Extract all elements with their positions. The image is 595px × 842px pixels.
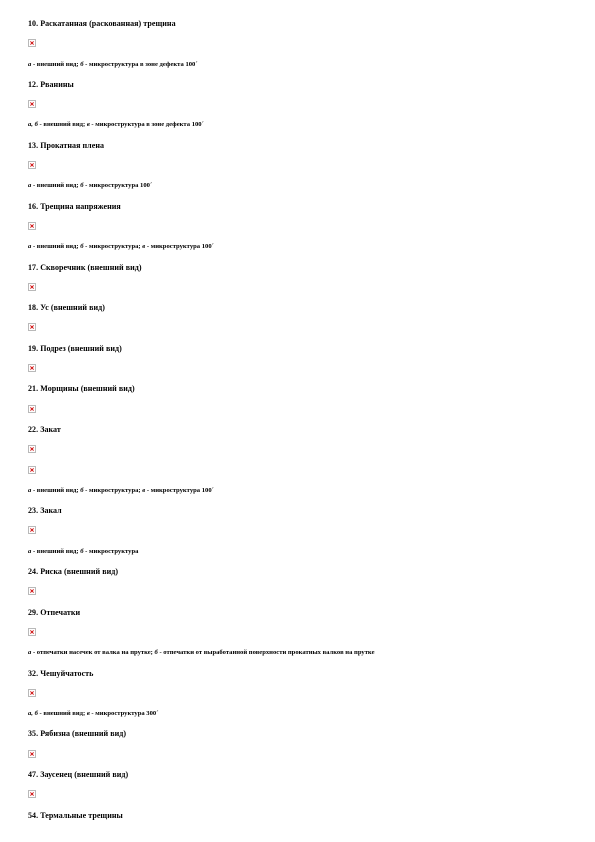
- figure-caption: [28, 55, 568, 75]
- broken-image-icon: [28, 445, 36, 453]
- figure-block: [28, 684, 568, 704]
- figure-block: [28, 95, 568, 115]
- section-heading: 29. Отпечатки: [28, 607, 81, 617]
- broken-image-icon: [28, 161, 36, 169]
- broken-image-icon: [28, 323, 36, 331]
- figure-caption: [28, 704, 568, 724]
- caption-label: а, б: [28, 121, 38, 129]
- broken-image-icon: [28, 790, 36, 798]
- caption-text: - внешний вид;: [31, 182, 81, 190]
- broken-image-icon: [28, 405, 36, 413]
- figure-block: [28, 745, 568, 765]
- figure-block: [28, 623, 568, 643]
- broken-image-icon: [28, 100, 36, 108]
- caption-text: - микроструктура в зоне дефекта 100´: [83, 60, 198, 68]
- figure-block: [28, 318, 568, 338]
- figure-caption: [28, 176, 568, 196]
- caption-text: - отпечатки насечек от валка на прутке;: [31, 649, 155, 657]
- section-heading: 16. Трещина напряжения: [28, 201, 121, 211]
- broken-image-icon: [28, 39, 36, 47]
- figure-block: [28, 785, 568, 805]
- caption-label: б: [80, 547, 84, 555]
- figure-block: [28, 582, 568, 602]
- section-heading: 23. Закал: [28, 506, 62, 516]
- figure-block: [28, 217, 568, 237]
- caption-label: а: [28, 649, 32, 657]
- figure-block: [28, 34, 568, 54]
- broken-image-icon: [28, 283, 36, 291]
- broken-image-icon: [28, 466, 36, 474]
- broken-image-icon: [28, 750, 36, 758]
- document-page: [28, 14, 568, 826]
- caption-text: - микроструктура 100´: [83, 182, 153, 190]
- figure-caption: [28, 542, 568, 562]
- caption-text: - внешний вид;: [37, 710, 87, 718]
- section-heading: 24. Риска (внешний вид): [28, 567, 119, 577]
- section-heading: 18. Ус (внешний вид): [28, 303, 105, 313]
- section-heading: 19. Подрез (внешний вид): [28, 343, 122, 353]
- caption-label: в: [86, 121, 90, 129]
- broken-image-icon: [28, 628, 36, 636]
- caption-label: а: [28, 60, 32, 68]
- section-heading: 10. Раскатанная (раскованная) трещина: [28, 19, 176, 28]
- section-heading: 13. Прокатная плена: [28, 140, 105, 150]
- figure-block: [28, 440, 568, 460]
- caption-text: - микроструктура;: [83, 243, 143, 251]
- figure-block: [28, 278, 568, 298]
- caption-text: - микроструктура 100´: [145, 243, 214, 251]
- caption-label: б: [80, 243, 84, 251]
- caption-label: а: [28, 243, 32, 251]
- caption-text: - микроструктура в зоне дефекта 100´: [89, 121, 204, 129]
- section-heading: 47. Заусенец (внешний вид): [28, 769, 129, 779]
- caption-text: - микроструктура: [83, 547, 139, 555]
- caption-label: в: [86, 710, 90, 718]
- section-heading: 17. Скворечник (внешний вид): [28, 262, 142, 272]
- section-heading: 54. Термальные трещины: [28, 810, 123, 820]
- caption-label: а, б: [28, 710, 38, 718]
- caption-label: в: [142, 486, 146, 494]
- caption-text: - внешний вид;: [31, 243, 81, 251]
- figure-block: [28, 156, 568, 176]
- caption-label: б: [80, 60, 84, 68]
- caption-label: б: [80, 182, 84, 190]
- broken-image-icon: [28, 526, 36, 534]
- caption-text: - внешний вид;: [37, 121, 87, 129]
- figure-caption: [28, 643, 568, 663]
- caption-text: - микроструктура 300´: [89, 710, 159, 718]
- section-heading: 12. Рванины: [28, 79, 74, 89]
- section-heading: 32. Чешуйчатость: [28, 668, 94, 678]
- figure-block: [28, 400, 568, 420]
- figure-caption: [28, 237, 568, 257]
- caption-text: - внешний вид;: [31, 60, 81, 68]
- caption-label: а: [28, 182, 32, 190]
- caption-label: в: [142, 243, 146, 251]
- caption-text: - внешний вид;: [31, 486, 81, 494]
- figure-block: [28, 359, 568, 379]
- broken-image-icon: [28, 689, 36, 697]
- broken-image-icon: [28, 222, 36, 230]
- broken-image-icon: [28, 587, 36, 595]
- caption-text: - отпечатки от выработанной поверхности прокатных валков на прутке: [157, 649, 375, 657]
- figure-caption: [28, 115, 568, 135]
- caption-label: а: [28, 547, 32, 555]
- section-heading: 21. Морщины (внешний вид): [28, 384, 135, 394]
- caption-label: б: [154, 649, 158, 657]
- figure-caption: [28, 481, 568, 501]
- caption-label: б: [80, 486, 84, 494]
- caption-label: а: [28, 486, 32, 494]
- caption-text: - внешний вид;: [31, 547, 81, 555]
- figure-block: [28, 461, 568, 481]
- section-heading: 22. Закат: [28, 424, 61, 434]
- broken-image-icon: [28, 364, 36, 372]
- section-heading: 35. Рябизна (внешний вид): [28, 729, 127, 739]
- caption-text: - микроструктура;: [83, 486, 143, 494]
- caption-text: - микроструктура 100´: [145, 486, 214, 494]
- figure-block: [28, 521, 568, 541]
